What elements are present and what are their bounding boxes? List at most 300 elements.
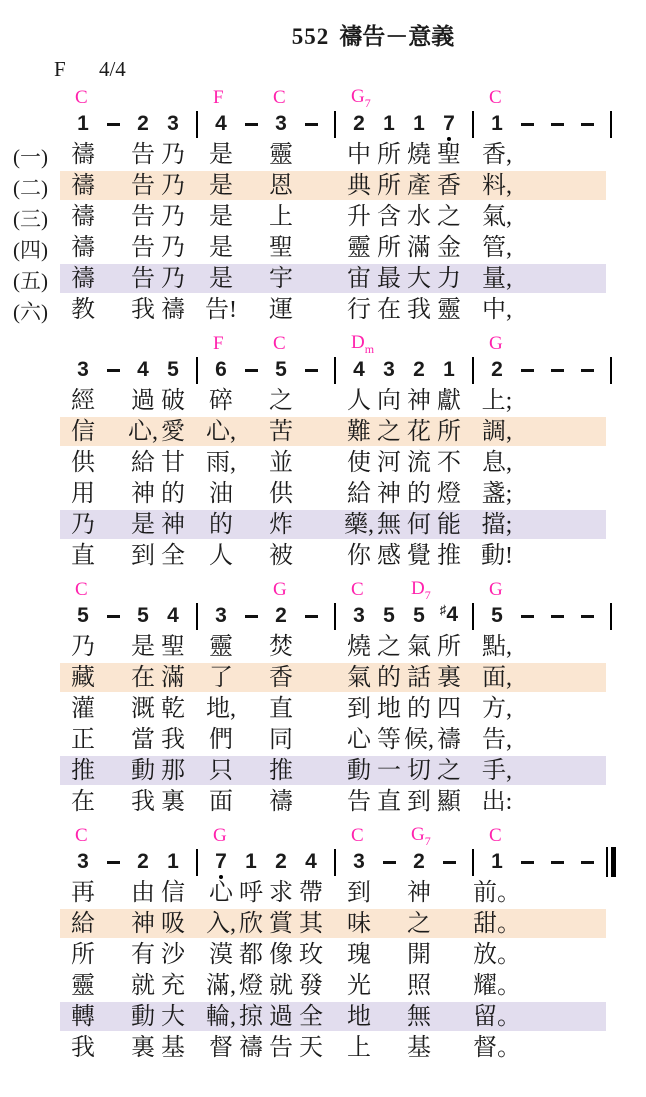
lyric-line [68, 541, 620, 572]
lyric-slot [188, 264, 206, 295]
lyric-line [68, 1033, 620, 1064]
lyric-slot [188, 725, 206, 756]
lyric-slot [188, 909, 206, 940]
notation-slot [68, 354, 98, 386]
lyric-syllable: 候, [404, 727, 434, 753]
lyric-slot [188, 479, 206, 510]
lyric-syllable: 同 [269, 727, 293, 753]
lyric-syllable: 我 [161, 727, 185, 753]
lyric-slot [236, 541, 266, 572]
lyric-slot [98, 632, 128, 663]
notation-slot [188, 846, 206, 878]
lyric-slot [326, 479, 344, 510]
notation-slot [464, 846, 482, 878]
note-digit: 5 [491, 604, 503, 627]
sharp-icon: ♯ [439, 602, 447, 617]
lyric-syllable: 呼 [239, 880, 263, 906]
lyric-slot [572, 264, 602, 295]
lyric-syllable: 上 [347, 1035, 371, 1061]
lyric-slot [602, 725, 620, 756]
notation-slot [344, 354, 374, 386]
note-digit: 1 [413, 112, 425, 135]
lyric-syllable: 無 [377, 512, 401, 538]
lyric-syllable: 經 [71, 388, 95, 414]
lyric-syllable: 大 [407, 266, 431, 292]
lyric-syllable: 花 [407, 419, 431, 445]
duration-dash [521, 615, 534, 618]
lyric-slot [326, 725, 344, 756]
lyric-slot [464, 386, 482, 417]
lyric-slot [542, 909, 572, 940]
lyric-syllable: 的 [377, 665, 401, 691]
note-digit: 4 [353, 358, 365, 381]
notation-slot [482, 108, 512, 140]
lyric-slot [512, 694, 542, 725]
lyric-slot [98, 694, 128, 725]
notation-slot [464, 108, 482, 140]
note-digit: 3 [215, 604, 227, 627]
lyric-slot [542, 202, 572, 233]
lyric-syllable: 禱 [71, 142, 95, 168]
lyric-syllable: 大 [161, 1004, 185, 1030]
lyric-syllable: 直 [71, 543, 95, 569]
music-system [0, 820, 646, 1064]
lyric-slot [464, 663, 482, 694]
barline-icon [196, 111, 198, 138]
chord-label: C [351, 825, 364, 846]
lyric-syllable: 輪, [206, 1004, 236, 1030]
lyric-syllable: 最 [377, 266, 401, 292]
lyric-slot [188, 756, 206, 787]
lyric-slot [512, 295, 542, 326]
lyric-slot [98, 479, 128, 510]
lyric-line [68, 417, 620, 448]
lyric-syllable: 灌 [71, 696, 95, 722]
notation-slot [68, 600, 98, 632]
barline-icon [196, 357, 198, 384]
lyric-slot [326, 264, 344, 295]
lyric-syllable: 光 [347, 973, 371, 999]
lyric-syllable: 升 [347, 204, 371, 230]
lyric-row [0, 632, 646, 663]
music-system [0, 328, 646, 572]
lyric-slot [98, 171, 128, 202]
note-digit: 7 [443, 109, 455, 139]
lyric-row [0, 787, 646, 818]
note-digit: 3 [77, 358, 89, 381]
lyric-slot [512, 417, 542, 448]
lyric-syllable: 開 [407, 942, 431, 968]
lyric-syllable: 乃 [161, 173, 185, 199]
lyric-slot [542, 417, 572, 448]
notation-slot [296, 600, 326, 632]
notation-slot [98, 846, 128, 878]
lyric-slot [188, 663, 206, 694]
lyric-row [0, 756, 646, 787]
lyric-slot [374, 1002, 404, 1033]
lyric-syllable: 由 [131, 880, 155, 906]
lyric-slot [374, 878, 404, 909]
lyric-slot [188, 448, 206, 479]
notation-slot [434, 600, 464, 632]
lyric-syllable: 心 [209, 880, 233, 906]
lyric-slot [512, 264, 542, 295]
barline-icon [472, 357, 474, 384]
lyric-slot [98, 417, 128, 448]
lyric-slot [464, 787, 482, 818]
lyric-syllable: 在 [377, 297, 401, 323]
lyric-syllable: 話 [407, 665, 431, 691]
lyric-syllable: 地 [347, 1004, 371, 1030]
key-signature: F [54, 57, 66, 81]
notation-slot [236, 108, 266, 140]
duration-dash [551, 861, 564, 864]
lyric-syllable: 的 [407, 696, 431, 722]
notation-slot [482, 600, 512, 632]
lyric-slot [542, 725, 572, 756]
lyric-slot [572, 1002, 602, 1033]
lyric-line [68, 510, 620, 541]
chord-row [68, 820, 620, 846]
lyric-syllable: 炸 [269, 512, 293, 538]
lyric-slot [326, 694, 344, 725]
lyric-slot [236, 448, 266, 479]
lyric-syllable: 顯 [437, 789, 461, 815]
lyric-slot [572, 663, 602, 694]
lyric-syllable: 的 [209, 512, 233, 538]
lyric-syllable: 面 [209, 789, 233, 815]
lyric-slot [434, 971, 464, 1002]
barline-icon [196, 603, 198, 630]
lyric-slot [542, 632, 572, 663]
lyric-slot [296, 264, 326, 295]
lyric-syllable: 再 [71, 880, 95, 906]
lyric-slot [326, 878, 344, 909]
lyric-line [68, 264, 620, 295]
lyric-slot [542, 295, 572, 326]
lyric-syllable: 有 [131, 942, 155, 968]
note-digit: 2 [275, 850, 287, 873]
lyric-slot [98, 140, 128, 171]
lyric-slot [602, 971, 620, 1002]
notation-slot [602, 600, 620, 632]
chord-label: C [351, 579, 364, 600]
lyric-syllable: 只 [209, 758, 233, 784]
lyric-slot [542, 787, 572, 818]
lyric-row [0, 202, 646, 233]
lyric-syllable: 禱 [161, 297, 185, 323]
duration-dash [521, 369, 534, 372]
chord-row [68, 328, 620, 354]
duration-dash [551, 369, 564, 372]
lyric-syllable: 信 [71, 419, 95, 445]
lyric-slot [542, 663, 572, 694]
lyric-slot [602, 479, 620, 510]
lyric-syllable: 掠 [239, 1004, 263, 1030]
lyric-slot [188, 233, 206, 264]
lyric-slot [188, 417, 206, 448]
lyric-syllable: 乃 [71, 634, 95, 660]
lyric-syllable: 宙 [347, 266, 371, 292]
lyric-syllable: 含 [377, 204, 401, 230]
notation-slot [464, 354, 482, 386]
duration-dash [581, 615, 594, 618]
notation-slot [434, 354, 464, 386]
notation-slot [374, 354, 404, 386]
notation-slot [374, 600, 404, 632]
lyric-slot [542, 878, 572, 909]
lyric-line [68, 171, 620, 202]
lyric-line [68, 448, 620, 479]
lyric-line [68, 909, 620, 940]
notation-slot [602, 108, 620, 140]
lyric-slot [602, 510, 620, 541]
lyric-syllable: 的 [161, 481, 185, 507]
lyric-syllable: 宇 [269, 266, 293, 292]
lyric-syllable: 乃 [161, 204, 185, 230]
music-system [0, 574, 646, 818]
lyric-syllable: 所 [437, 634, 461, 660]
note-digit: 1 [77, 112, 89, 135]
lyric-slot [236, 787, 266, 818]
lyric-syllable: 破 [161, 388, 185, 414]
note-digit: 5 [383, 604, 395, 627]
notation-slot [158, 600, 188, 632]
lyric-syllable: 聖 [437, 142, 461, 168]
lyric-syllable: 告 [131, 204, 155, 230]
lyric-syllable: 是 [209, 142, 233, 168]
notation-slot [266, 846, 296, 878]
lyric-slot [188, 971, 206, 1002]
barline-icon [334, 111, 336, 138]
lyric-slot [434, 878, 464, 909]
lyric-slot [296, 171, 326, 202]
lyric-syllable: 前。 [473, 880, 521, 906]
lyric-syllable: 地, [206, 696, 236, 722]
lyric-syllable: 神 [407, 388, 431, 414]
lyric-syllable: 我 [131, 789, 155, 815]
lyric-syllable: 督。 [473, 1035, 521, 1061]
lyric-slot [326, 171, 344, 202]
lyric-syllable: 乃 [161, 235, 185, 261]
note-digit: 5 [77, 604, 89, 627]
barline-icon [610, 357, 612, 384]
lyric-slot [188, 878, 206, 909]
lyric-syllable: 覺 [407, 543, 431, 569]
note-digit: 3 [353, 604, 365, 627]
lyric-slot [236, 756, 266, 787]
lyric-slot [434, 909, 464, 940]
lyric-slot [572, 140, 602, 171]
notation-slot [296, 846, 326, 878]
lyric-slot [464, 264, 482, 295]
notation-slot [434, 108, 464, 140]
lyric-syllable: 推 [71, 758, 95, 784]
notation-slot [542, 354, 572, 386]
chord-label: C [273, 87, 286, 108]
lyric-syllable: 運 [269, 297, 293, 323]
lyric-syllable: 地 [377, 696, 401, 722]
lyric-slot [188, 940, 206, 971]
barline-icon [610, 111, 612, 138]
lyric-syllable: 了 [209, 665, 233, 691]
lyric-syllable: 中 [347, 142, 371, 168]
lyric-slot [602, 878, 620, 909]
note-digit: 4 [167, 604, 179, 627]
notation-slot [98, 354, 128, 386]
notation-slot [404, 354, 434, 386]
lyric-row [0, 694, 646, 725]
lyric-slot [98, 756, 128, 787]
lyric-slot [512, 909, 542, 940]
lyric-syllable: 乃 [161, 266, 185, 292]
chord-label: C [75, 579, 88, 600]
chord-label: C [273, 333, 286, 354]
notation-slot [482, 846, 512, 878]
note-digit: 2 [413, 850, 425, 873]
lyric-syllable: 那 [161, 758, 185, 784]
duration-dash [521, 123, 534, 126]
lyric-slot [602, 787, 620, 818]
duration-dash [245, 615, 258, 618]
notation-row [68, 354, 646, 386]
lyric-slot [188, 1033, 206, 1064]
chord-label: C [75, 87, 88, 108]
notation-slot [572, 354, 602, 386]
lyric-slot [572, 295, 602, 326]
lyric-slot [542, 448, 572, 479]
lyric-syllable: 能 [437, 512, 461, 538]
lyric-syllable: 推 [437, 543, 461, 569]
lyric-syllable: 賞 [269, 911, 293, 937]
notation-row [68, 600, 646, 632]
key-signature-row [54, 56, 646, 82]
notation-slot [344, 108, 374, 140]
notation-slot [326, 354, 344, 386]
lyric-slot [236, 171, 266, 202]
lyric-syllable: 們 [209, 727, 233, 753]
lyric-syllable: 無 [407, 1004, 431, 1030]
lyric-slot [572, 694, 602, 725]
notation-slot [236, 354, 266, 386]
chord-label: C [489, 825, 502, 846]
verse-label: (四) [13, 237, 48, 262]
lyric-syllable: 盞; [481, 481, 513, 507]
lyric-slot [188, 202, 206, 233]
lyric-slot [602, 233, 620, 264]
note-digit: 1 [491, 850, 503, 873]
lyric-slot [464, 295, 482, 326]
lyric-syllable: 所 [377, 173, 401, 199]
notation-slot [158, 846, 188, 878]
lyric-slot [602, 541, 620, 572]
lyric-syllable: 產 [407, 173, 431, 199]
lyric-syllable: 動! [481, 543, 513, 569]
note-digit: 1 [491, 112, 503, 135]
lyric-syllable: 乃 [161, 142, 185, 168]
lyric-syllable: 放。 [473, 942, 521, 968]
lyric-row [0, 663, 646, 694]
lyric-syllable: 難 [347, 419, 371, 445]
lyric-syllable: 漠 [209, 942, 233, 968]
lyric-slot [464, 694, 482, 725]
lyric-slot [602, 940, 620, 971]
lyric-syllable: 香 [437, 173, 461, 199]
notation-slot [512, 108, 542, 140]
note-digit: 5 [137, 604, 149, 627]
note-digit: 1 [443, 358, 455, 381]
lyric-syllable: 像 [269, 942, 293, 968]
lyric-line [68, 725, 620, 756]
lyric-syllable: 裏 [437, 665, 461, 691]
lyric-syllable: 甜。 [473, 911, 521, 937]
lyric-slot [326, 1002, 344, 1033]
lyric-slot [602, 202, 620, 233]
notation-slot [434, 846, 464, 878]
notation-slot [266, 354, 296, 386]
lyric-line [68, 233, 620, 264]
lyric-syllable: 燈 [239, 973, 263, 999]
lyric-slot [464, 171, 482, 202]
notation-row [68, 846, 646, 878]
notation-slot [266, 108, 296, 140]
lyric-slot [464, 541, 482, 572]
duration-dash [581, 861, 594, 864]
lyric-slot [326, 971, 344, 1002]
lyric-syllable: 水 [407, 204, 431, 230]
lyric-syllable: 禱 [71, 173, 95, 199]
lyric-syllable: 告, [482, 727, 512, 753]
lyric-syllable: 用 [71, 481, 95, 507]
notation-slot [326, 846, 344, 878]
barline-icon [472, 111, 474, 138]
notation-slot [266, 600, 296, 632]
lyric-slot [98, 1002, 128, 1033]
lyric-slot [464, 233, 482, 264]
lyric-syllable: 滿 [407, 235, 431, 261]
lyric-slot [464, 510, 482, 541]
lyric-slot [296, 479, 326, 510]
lyric-slot [236, 632, 266, 663]
lyric-syllable: 溉 [131, 696, 155, 722]
lyric-slot [542, 1033, 572, 1064]
lyric-syllable: 甘 [161, 450, 185, 476]
notation-slot [296, 354, 326, 386]
lyric-slot [464, 756, 482, 787]
lyric-row [0, 878, 646, 909]
duration-dash [305, 123, 318, 126]
note-digit: 5 [413, 604, 425, 627]
notation-slot [158, 108, 188, 140]
lyric-syllable: 靈 [209, 634, 233, 660]
lyric-syllable: 是 [209, 204, 233, 230]
lyric-slot [572, 541, 602, 572]
chord-label: F [213, 87, 224, 108]
lyric-slot [512, 479, 542, 510]
notation-slot [128, 354, 158, 386]
notation-slot [542, 108, 572, 140]
lyric-slot [98, 295, 128, 326]
barline-icon [334, 357, 336, 384]
lyric-syllable: 我 [131, 297, 155, 323]
lyric-syllable: 所 [71, 942, 95, 968]
lyric-row [0, 140, 646, 171]
duration-dash [581, 123, 594, 126]
lyric-syllable: 香, [482, 142, 512, 168]
lyric-slot [326, 140, 344, 171]
lyric-syllable: 供 [71, 450, 95, 476]
lyric-syllable: 給 [131, 450, 155, 476]
